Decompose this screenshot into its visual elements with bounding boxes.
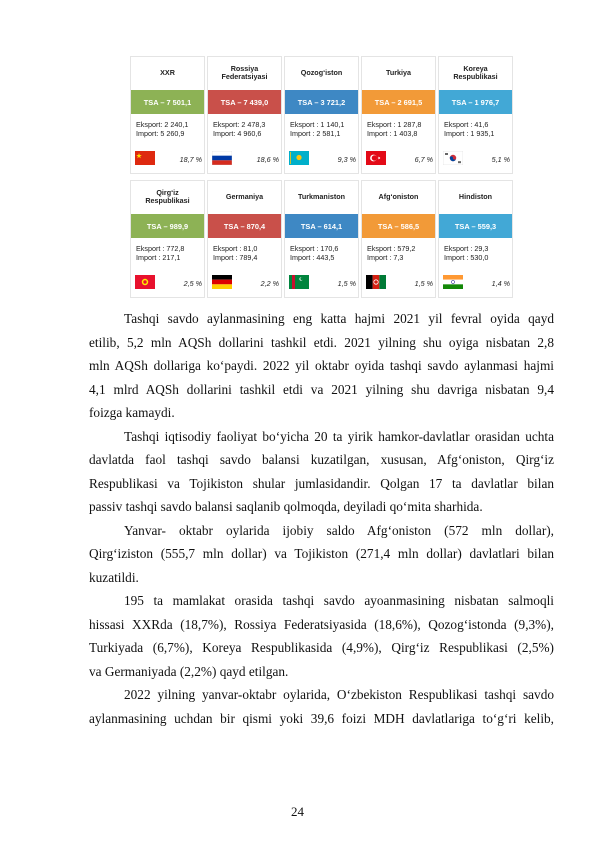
text-line: foizga kamaydi. (89, 405, 175, 420)
import-value: Import : 2 581,1 (290, 129, 341, 138)
turkmenistan-flag-icon (289, 275, 309, 289)
turkey-flag-icon (366, 151, 386, 165)
share-percent: 18,7 % (179, 155, 202, 164)
import-value: Import : 1 403,8 (367, 129, 418, 138)
country-name: Germaniya (225, 191, 264, 201)
country-card (208, 181, 281, 297)
russia-flag-icon (212, 151, 232, 165)
country-card (285, 57, 358, 173)
trade-turnover-banner: TSA – 1 976,7 (439, 90, 512, 114)
kazakhstan-flag-icon (289, 151, 309, 165)
trade-turnover-banner: TSA – 559,3 (439, 214, 512, 238)
text-line: va Germaniyada (2,2%) qayd etilgan. (89, 663, 289, 679)
import-value: Import : 217,1 (136, 253, 181, 262)
country-name: Qirg‘iz Respublikasi (145, 187, 190, 205)
export-value: Eksport: 2 478,3 (213, 120, 266, 129)
page-number: 24 (291, 804, 304, 819)
paragraph (89, 425, 554, 519)
import-value: Import : 443,5 (290, 253, 335, 262)
text-line: 4,1 mlrd AQSh dollarini tashkil etdi va 2021 yilning shu davriga nisbatan 9,4 (89, 381, 554, 397)
share-percent: 5,1 % (491, 155, 510, 164)
afghanistan-flag-icon (366, 275, 386, 289)
export-value: Eksport : 579,2 (367, 244, 416, 253)
country-name: Rossiya Federatsiyasi (221, 63, 268, 81)
trade-turnover-banner: TSA – 2 691,5 (362, 90, 435, 114)
paragraph (89, 589, 554, 683)
share-percent: 1,5 % (337, 279, 356, 288)
country-card (362, 181, 435, 297)
trade-turnover-banner: TSA – 586,5 (362, 214, 435, 238)
export-value: Eksport : 170,6 (290, 244, 339, 253)
korea-flag-icon (443, 151, 463, 165)
germany-flag-icon (212, 275, 232, 289)
text-line: kuzatildi. (89, 569, 139, 585)
text-line: aylanmasining uchdan bir qismi yoki 39,6 foizi MDH davlatlariga to‘g‘ri kelib, (89, 710, 554, 726)
trade-turnover-banner: TSA – 614,1 (285, 214, 358, 238)
country-card (439, 181, 512, 297)
import-value: Import : 1 935,1 (444, 129, 495, 138)
share-percent: 18,6 % (256, 155, 279, 164)
china-flag-icon (135, 151, 155, 165)
text-line: hissasi XXRda (18,7%), Rossiya Federatsiyasida (18,6%), Qozog‘istonda (9,3%), (89, 616, 554, 632)
country-name: Hindiston (458, 191, 493, 201)
trade-partners-infographic (131, 57, 508, 301)
import-value: Import : 530,0 (444, 253, 489, 262)
text-line: Tashqi iqtisodiy faoliyat bo‘yicha 20 ta yirik hamkor-davlatlar orasidan uchta (124, 428, 554, 444)
text-line: Tashqi savdo aylanmasining eng katta hajmi 2021 yil fevral oyida qayd (124, 311, 554, 326)
country-card (362, 57, 435, 173)
text-line: Yanvar- oktabr oylarida ijobiy saldo Afg‘oniston (572 mln dollar), (124, 522, 554, 538)
trade-turnover-banner: TSA – 989,9 (131, 214, 204, 238)
country-name: Qozog‘iston (300, 67, 343, 77)
text-line: 195 ta mamlakat orasida tashqi savdo ayoanmasining nisbatan salmoqli (124, 593, 554, 608)
share-percent: 1,5 % (414, 279, 433, 288)
export-value: Eksport : 1 287,8 (367, 120, 422, 129)
share-percent: 2,2 % (260, 279, 279, 288)
india-flag-icon (443, 275, 463, 289)
country-card (208, 57, 281, 173)
country-name: Koreya Respublikasi (453, 63, 498, 81)
paragraph (89, 519, 554, 590)
country-card (439, 57, 512, 173)
text-line: etilib, 5,2 mln AQSh dollarini tashkil etdi. 2021 yilning shu oyiga nisbatan 2,8 (89, 334, 554, 350)
trade-turnover-banner: TSA – 3 721,2 (285, 90, 358, 114)
import-value: Import : 7,3 (367, 253, 404, 262)
country-name: Afg‘oniston (378, 191, 419, 201)
export-value: Eksport : 41,6 (444, 120, 489, 129)
text-line: Qirg‘iziston (555,7 mln dollar) va Tojikiston (271,4 mln dollar) davlatlari bilan (89, 546, 554, 561)
share-percent: 1,4 % (491, 279, 510, 288)
trade-turnover-banner: TSA – 7 439,0 (208, 90, 281, 114)
country-card (285, 181, 358, 297)
country-name: Turkmaniston (298, 191, 345, 201)
country-card (131, 181, 204, 297)
export-value: Eksport : 29,3 (444, 244, 489, 253)
text-line: passiv tashqi savdo balansi saqlanib qolmoqda, deyiladi qo‘mita sharhida. (89, 499, 483, 514)
export-value: Eksport : 1 140,1 (290, 120, 345, 129)
import-value: Import: 5 260,9 (136, 129, 185, 138)
share-percent: 6,7 % (414, 155, 433, 164)
country-name: XXR (160, 67, 175, 77)
share-percent: 2,5 % (183, 279, 202, 288)
export-value: Eksport : 772,8 (136, 244, 185, 253)
export-value: Eksport: 2 240,1 (136, 120, 189, 129)
kyrgyzstan-flag-icon (135, 275, 155, 289)
import-value: Import : 789,4 (213, 253, 258, 262)
country-card (131, 57, 204, 173)
trade-turnover-banner: TSA – 7 501,1 (131, 90, 204, 114)
text-line: davlatda faol tashqi savdo balansi kuzatilgan, xususan, Afg‘oniston, Qirg‘iz (89, 452, 554, 467)
paragraph (89, 683, 554, 730)
export-value: Eksport : 81,0 (213, 244, 258, 253)
text-line: Turkiyada (6,7%), Koreya Respublikasida (4,9%), Qirg‘iz Respublikasi (2,5%) (89, 640, 554, 655)
share-percent: 9,3 % (337, 155, 356, 164)
trade-turnover-banner: TSA – 870,4 (208, 214, 281, 238)
text-line: Respublikasi va Tojikiston shular jumlasidandir. Qolgan 17 ta davlatlar bilan (89, 475, 554, 491)
paragraph (89, 307, 554, 425)
import-value: Import: 4 960,6 (213, 129, 262, 138)
country-name: Turkiya (385, 67, 412, 77)
text-line: 2022 yilning yanvar-oktabr oylarida, O‘zbekiston Respublikasi tashqi savdo (124, 687, 554, 702)
text-line: mln AQSh dollariga ko‘paydi. 2022 yil oktabr oyida tashqi savdo aylanmasi hajmi (89, 358, 554, 373)
